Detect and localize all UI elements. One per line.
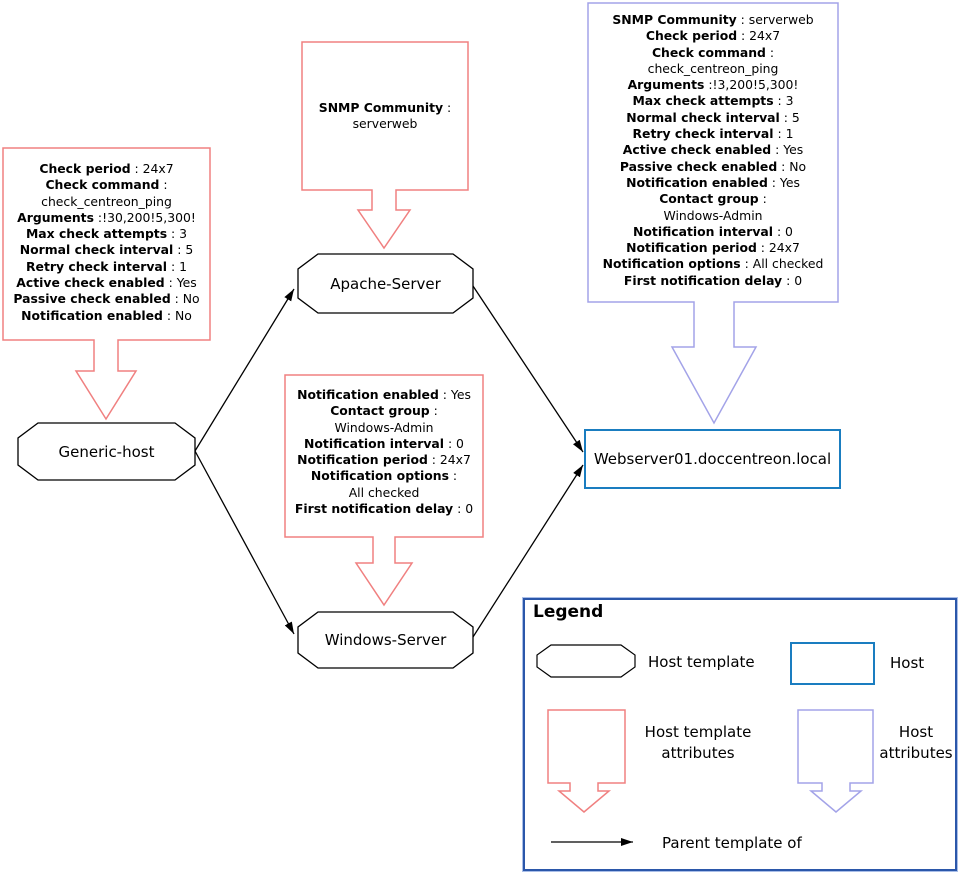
attribute-line: Notification enabled : No — [21, 307, 192, 323]
attribute-line: Windows-Admin — [663, 207, 763, 223]
attribute-line: Notification interval : 0 — [304, 435, 464, 451]
node-windows-server: Windows-Server — [324, 631, 447, 649]
edge-generic-to-windows — [195, 451, 294, 634]
attribute-line: Check period : 24x7 — [39, 161, 174, 176]
attribute-line: Active check enabled : Yes — [16, 275, 197, 291]
node-webserver: Webserver01.doccentreon.local — [593, 450, 832, 468]
legend-parent-label: Parent template of — [662, 834, 802, 852]
attribute-line: Max check attempts : 3 — [632, 93, 794, 109]
attribute-line: Passive check enabled : No — [619, 158, 807, 174]
attribute-line: Arguments :!3,200!5,300! — [627, 77, 799, 93]
edge-apache-to-webserver — [473, 286, 583, 452]
attribute-line: Windows-Admin — [334, 419, 434, 435]
attribute-line: Contact group : — [330, 403, 438, 419]
attribute-line: Passive check enabled : No — [13, 291, 200, 307]
attribute-line: Normal check interval : 5 — [626, 109, 800, 125]
attribute-line: Check command : — [651, 44, 775, 60]
attribute-line: Check command : — [45, 177, 168, 193]
attribute-line: Notification period : 24x7 — [297, 452, 471, 468]
callout-apache-attrs — [302, 42, 468, 190]
callout-generic-host-attrs — [3, 148, 210, 353]
legend-host-label: Host — [890, 654, 925, 672]
attribute-line: SNMP Community : — [318, 99, 452, 115]
attribute-line: Notification enabled : Yes — [297, 387, 471, 402]
attribute-line: Check period : 24x7 — [645, 28, 781, 44]
attribute-line: check_centreon_ping — [647, 60, 779, 76]
legend-host-template-label: Host template — [648, 653, 755, 671]
attribute-line: Notification interval : 0 — [633, 223, 793, 239]
attribute-line: Notification options : All checked — [602, 256, 824, 272]
legend-title: Legend — [533, 602, 604, 622]
node-apache-server: Apache-Server — [330, 274, 441, 293]
attribute-line: Retry check interval : 1 — [26, 258, 187, 274]
attribute-line: First notification delay : 0 — [623, 272, 803, 288]
attribute-line: check_centreon_ping — [41, 193, 172, 209]
attribute-line: Normal check interval : 5 — [19, 242, 194, 258]
callout-webserver-attrs — [588, 3, 838, 311]
attribute-line: Arguments :!30,200!5,300! — [17, 209, 196, 225]
attribute-line: Active check enabled : Yes — [622, 142, 804, 158]
node-generic-host: Generic-host — [58, 442, 155, 461]
attribute-line: Contact group : — [659, 191, 767, 207]
attribute-line: Notification enabled : Yes — [626, 174, 800, 190]
attribute-line: serverweb — [352, 116, 418, 131]
attribute-line: All checked — [348, 484, 420, 500]
legend-host-attrs-label: Host attributes — [879, 723, 953, 762]
attribute-line: SNMP Community : serverweb — [612, 12, 814, 27]
attribute-line: Retry check interval : 1 — [632, 126, 794, 142]
attribute-line: First notification delay : 0 — [294, 501, 474, 517]
attribute-line: Notification options : — [310, 468, 458, 484]
attribute-line: Max check attempts : 3 — [25, 226, 188, 242]
attribute-line: Notification period : 24x7 — [626, 240, 800, 256]
callout-windows-attrs — [285, 375, 483, 549]
legend-template-attrs-label: Host template attributes — [644, 723, 752, 762]
